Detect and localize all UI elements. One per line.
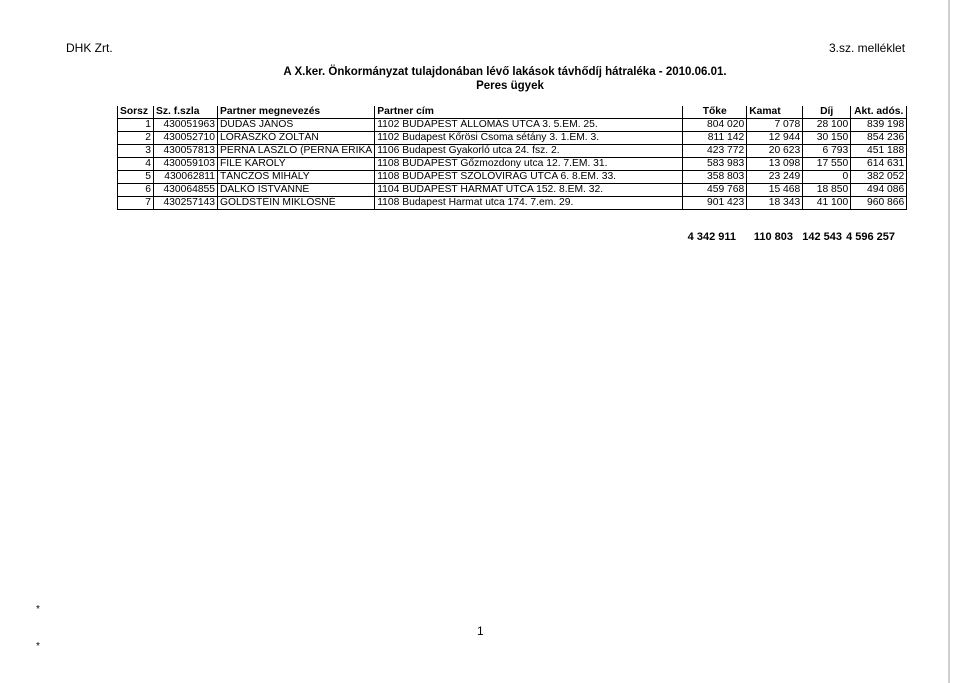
cell-kamat: 20 623 [747, 145, 803, 158]
cell-partner: TÁNCZOS MIHÁLY [218, 171, 375, 184]
cell-dij: 0 [803, 171, 851, 184]
cell-cim: 1108 BUDAPEST Gőzmozdony utca 12. 7.EM. 31. [375, 158, 683, 171]
cell-dij: 17 550 [803, 158, 851, 171]
cell-szamla: 430051963 [154, 119, 218, 132]
col-header-partner: Partner megnevezés [218, 106, 375, 119]
company-name: DHK Zrt. [66, 41, 113, 55]
table-row [118, 145, 907, 158]
margin-mark: * [36, 604, 40, 615]
cell-cim: 1102 BUDAPEST ÁLLOMÁS UTCA 3. 5.EM. 25. [375, 119, 683, 132]
cell-cim: 1102 Budapest Kőrösi Csoma sétány 3. 1.EM. 3. [375, 132, 683, 145]
cell-toke: 358 803 [683, 171, 747, 184]
total-dij: 142 543 [802, 231, 842, 243]
cell-toke: 901 423 [683, 197, 747, 210]
total-toke: 4 342 911 [687, 231, 736, 243]
cell-akt-ados: 451 188 [851, 145, 907, 158]
cell-cim: 1106 Budapest Gyakorló utca 24. fsz. 2. [375, 145, 683, 158]
cell-akt-ados: 854 236 [851, 132, 907, 145]
table-row [118, 119, 907, 132]
cell-sorsz: 7 [118, 197, 154, 210]
cell-kamat: 12 944 [747, 132, 803, 145]
cell-sorsz: 6 [118, 184, 154, 197]
cell-dij: 6 793 [803, 145, 851, 158]
col-header-sorsz: Sorsz [118, 106, 154, 119]
cell-szamla: 430059103 [154, 158, 218, 171]
table-row [118, 171, 907, 184]
col-header-toke: Tőke [683, 106, 747, 119]
cell-akt-ados: 614 631 [851, 158, 907, 171]
cell-partner: LORÁSZKÓ ZOLTÁN [218, 132, 375, 145]
document-subtitle: Peres ügyek [476, 80, 544, 92]
total-kamat: 110 803 [753, 231, 793, 243]
cell-partner: DALKÓ ISTVÁNNÉ [218, 184, 375, 197]
col-header-dij: Díj [803, 106, 851, 119]
cell-partner: FILE KÁROLY [218, 158, 375, 171]
cell-akt-ados: 382 052 [851, 171, 907, 184]
cell-szamla: 430062811 [154, 171, 218, 184]
margin-mark: * [36, 641, 40, 652]
cell-cim: 1108 Budapest Harmat utca 174. 7.em. 29. [375, 197, 683, 210]
debt-table [117, 106, 907, 210]
total-akt-ados: 4 596 257 [846, 231, 895, 243]
cell-toke: 459 768 [683, 184, 747, 197]
cell-toke: 811 142 [683, 132, 747, 145]
cell-sorsz: 3 [118, 145, 154, 158]
cell-partner: PERNA LÁSZLÓ (PERNA ERIKÁ [218, 145, 375, 158]
cell-kamat: 7 078 [747, 119, 803, 132]
col-header-cim: Partner cím [375, 106, 683, 119]
document-title: A X.ker. Önkormányzat tulajdonában lévő lakások távhődíj hátraléka - 2010.06.01. [283, 66, 727, 78]
cell-partner: DUDÁS JÁNOS [218, 119, 375, 132]
col-header-akt-ados: Akt. adós. [851, 106, 907, 119]
cell-szamla: 430064855 [154, 184, 218, 197]
table-row [118, 158, 907, 171]
table-row [118, 184, 907, 197]
cell-szamla: 430257143 [154, 197, 218, 210]
cell-cim: 1104 BUDAPEST HARMAT UTCA 152. 8.EM. 32. [375, 184, 683, 197]
cell-partner: GOLDSTEIN MIKLÓSNÉ [218, 197, 375, 210]
cell-dij: 18 850 [803, 184, 851, 197]
cell-kamat: 23 249 [747, 171, 803, 184]
table-row [118, 132, 907, 145]
cell-szamla: 430057813 [154, 145, 218, 158]
cell-akt-ados: 839 198 [851, 119, 907, 132]
cell-szamla: 430052710 [154, 132, 218, 145]
page-number: 1 [477, 624, 484, 638]
cell-dij: 41 100 [803, 197, 851, 210]
cell-cim: 1108 BUDAPEST SZŐLŐVIRÁG UTCA 6. 8.EM. 33. [375, 171, 683, 184]
cell-kamat: 13 098 [747, 158, 803, 171]
cell-dij: 30 150 [803, 132, 851, 145]
cell-kamat: 18 343 [747, 197, 803, 210]
cell-kamat: 15 468 [747, 184, 803, 197]
cell-akt-ados: 494 086 [851, 184, 907, 197]
scan-edge-divider [948, 0, 950, 683]
cell-toke: 583 983 [683, 158, 747, 171]
table-header-row [118, 106, 907, 119]
cell-sorsz: 2 [118, 132, 154, 145]
cell-sorsz: 5 [118, 171, 154, 184]
cell-toke: 804 020 [683, 119, 747, 132]
cell-toke: 423 772 [683, 145, 747, 158]
cell-dij: 28 100 [803, 119, 851, 132]
col-header-kamat: Kamat [747, 106, 803, 119]
annex-label: 3.sz. melléklet [829, 41, 906, 55]
table-row [118, 197, 907, 210]
cell-sorsz: 4 [118, 158, 154, 171]
cell-akt-ados: 960 866 [851, 197, 907, 210]
col-header-szamla: Sz. f.szla [154, 106, 218, 119]
cell-sorsz: 1 [118, 119, 154, 132]
